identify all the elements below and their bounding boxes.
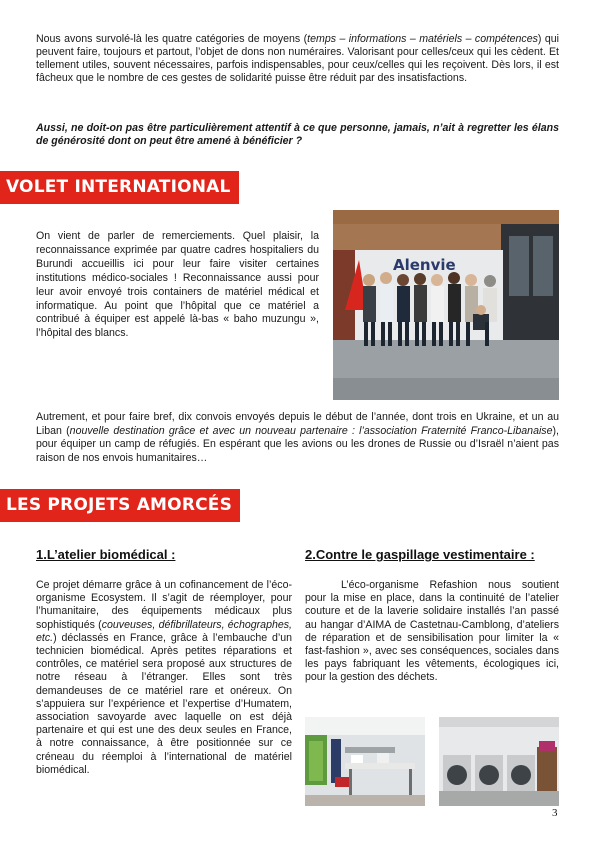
- section-banner-projets: LES PROJETS AMORCÉS: [0, 489, 240, 522]
- heading-atelier-biomedical: 1.L’atelier biomédical :: [36, 547, 176, 562]
- laundry-illustration: [439, 717, 559, 806]
- sewing-workshop-illustration: [305, 717, 425, 806]
- gaspillage-paragraph: L’éco-organisme Refashion nous soutient pour la mise en place, dans la continuité de l’atelier couture et de la laverie solidaire installés l’an passé au hangar d’AIMA de Castetnau-Camblong, d’ateliers de réparation et de sensibilisation pour limiter la « fast-fashion », avec ses conséquences, sociales dans les pays fabriquant les vêtements, écologiques ici, pour la gestion des déchets.: [305, 579, 559, 684]
- intro-question: Aussi, ne doit-on pas être particulièrement attentif à ce que personne, jamais, n’ait à regretter les élans de générosité dont on peut être amené à bénéficier ?: [36, 122, 559, 148]
- atelier-biomedical-paragraph: Ce projet démarre grâce à un cofinancement de l’éco-organisme Ecosystem. Il s’agit de réemployer, pour l’humanitaire, des équipements médicaux plus sophistiqués (couveuses, défibrillateurs, échographes, etc.) déclassés en France, grâce à l’embauche d’un technicien biomédical. Après petites réparations et contrôles, ce matériel sera proposé aux structures de notre réseau à l’étranger. Elles sont très demandeuses de ce matériel rare et onéreux. On s’appuiera sur l’expérience et l’expertise d’Humatem, association savoyarde avec laquelle on est déjà partenaire et qui est une des deux seules en France, à notre connaissance, à être positionnée sur ce créneau du réemploi à l’international de matériel biomédical.: [36, 579, 292, 776]
- intro-paragraph: Nous avons survolé-là les quatre catégories de moyens (temps – informations – matériels – compétences) qui peuvent faire, toujours et partout, l’objet de dons non numéraires. Valorisant pour celles/ceux qui les cèdent. Et tellement utiles, souvent nécessaires, parfois indispensables, pour ceux/celles qui les reçoivent. Dès lors, il est fâcheux que le nombre de ces gestes de solidarité puisse être réduit par des insatisfactions.: [36, 33, 560, 85]
- laundry-photo: [439, 717, 559, 806]
- section-banner-international: VOLET INTERNATIONAL: [0, 171, 239, 204]
- international-convois-paragraph: Autrement, et pour faire bref, dix convois envoyés depuis le début de l’année, dont trois en Ukraine, et un au Liban (nouvelle destination grâce et avec un nouveau partenaire : l’association Fraternité Franco-Libanaise), pour équiper un camp de réfugiés. En espérant que les avions ou les drones de Russie ou d’Israël n’aient pas raison de nos envois humanitaires…: [36, 411, 559, 464]
- burundi-group-photo: [333, 210, 559, 400]
- page-number: 3: [552, 807, 558, 819]
- group-photo-illustration: [333, 210, 559, 400]
- heading-gaspillage-vestimentaire: 2.Contre le gaspillage vestimentaire :: [305, 547, 535, 562]
- sewing-workshop-photo: [305, 717, 425, 806]
- international-paragraph: On vient de parler de remerciements. Quel plaisir, la reconnaissance exprimée par quatre cadres hospitaliers du Burundi accueillis ici pour leur faire visiter certaines institutions médico-sociales ! Reconnaissance aussi pour leur avoir envoyé trois containers de matériel médical et informatique. Au point que l’hôpital que ce matériel a contribué à équiper est appelé là-bas « baho muzungu », l’hôpital des blancs.: [36, 230, 319, 340]
- photo-sign-text: Alenvie: [393, 256, 456, 274]
